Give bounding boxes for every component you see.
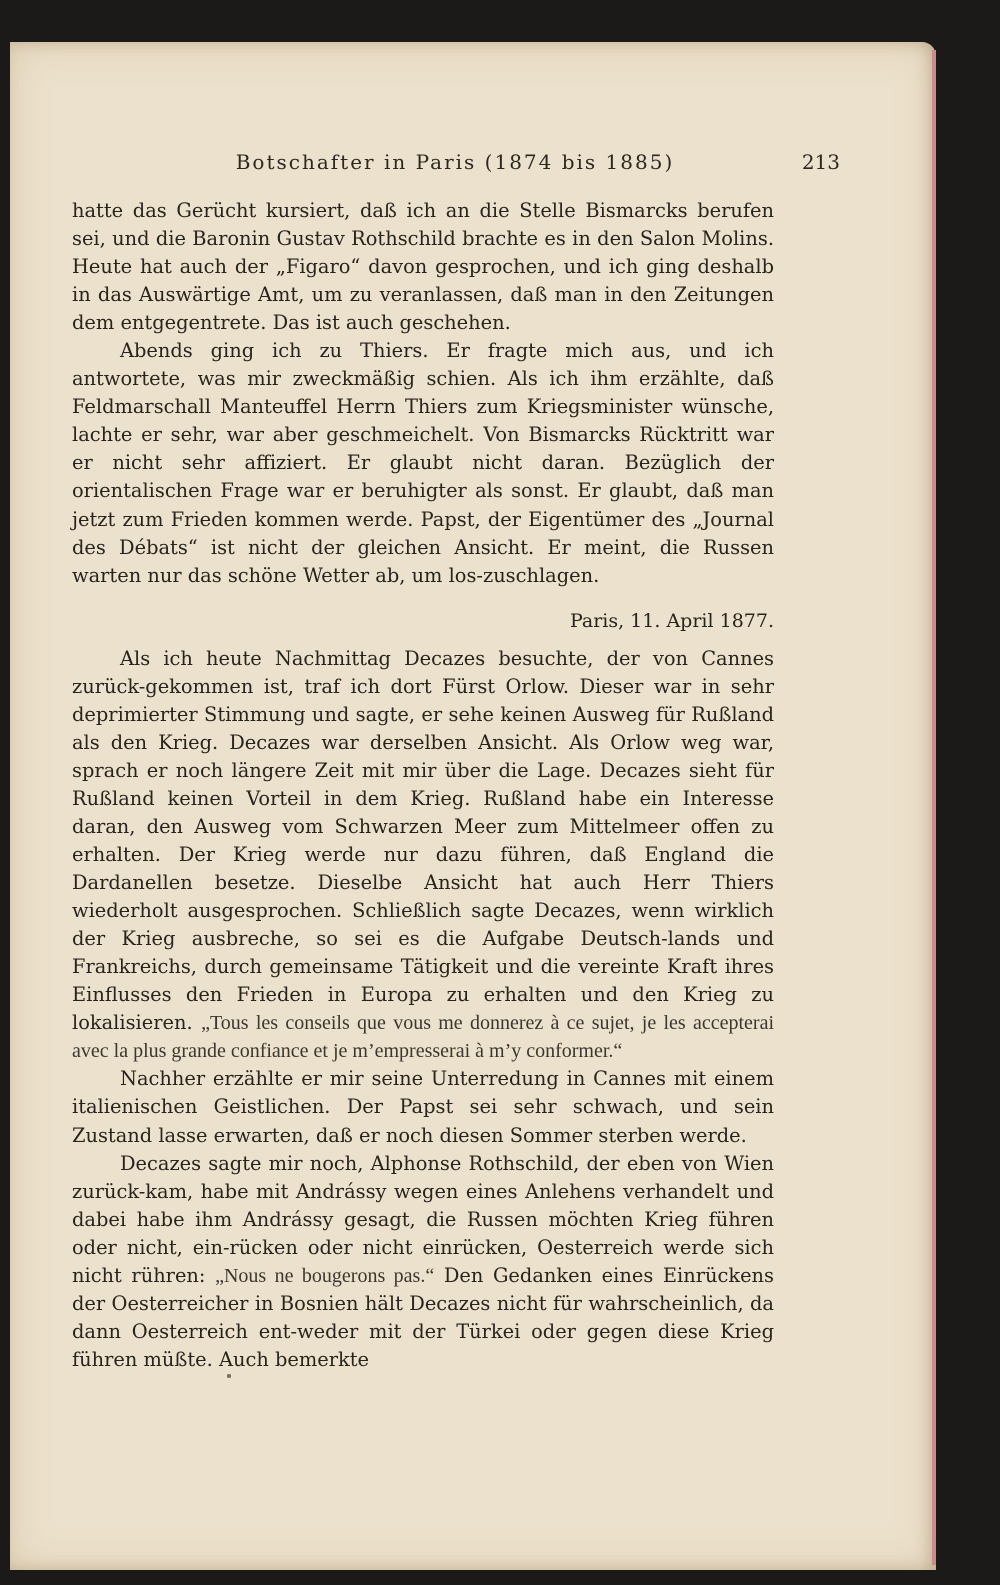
paragraph-4: Nachher erzählte er mir seine Unterredung in Cannes mit einem italienischen Geistlichen. Der Papst sei sehr schwach, und sein Zustand lasse erwarten, daß er noch diesen Sommer sterben werde. (72, 1067, 774, 1147)
paragraph-5-part-b: Den Gedanken eines Einrückens der Oesterreicher in Bosnien hält Decazes nicht für wahrscheinlich, da dann Oesterreich ent-weder mit der Türkei oder gegen diese Krieg führen müßte. Auch bemerkte (72, 1263, 774, 1371)
running-title: Botschafter in Paris (1874 bis 1885) (235, 150, 675, 174)
paragraph-5-french-quote: „Nous ne bougerons pas.“ (215, 1264, 435, 1287)
page-number: 213 (801, 150, 840, 174)
paragraph-2: Abends ging ich zu Thiers. Er fragte mich aus, und ich antwortete, was mir zweckmäßig schien. Als ich ihm erzählte, daß Feldmarschall Manteuffel Herrn Thiers zum Kriegsminister wünsche, lachte er sehr, war aber geschmeichelt. Von Bismarcks Rücktritt war er nicht sehr affiziert. Er glaubt nicht daran. Bezüglich der orientalischen Frage war er beruhigter als sonst. Er glaubt, daß man jetzt zum Frieden kommen werde. Papst, der Eigentümer des „Journal des Débats“ ist nicht der gleichen Ansicht. Er meint, die Russen warten nur das schöne Wetter ab, um los-zuschlagen. (72, 339, 774, 587)
body-text (72, 197, 774, 1374)
paragraph-5 (72, 1150, 774, 1374)
paragraph-3 (72, 645, 774, 1066)
paragraph-3-german: Als ich heute Nachmittag Decazes besuchte, der von Cannes zurück-gekommen ist, traf ich dort Fürst Orlow. Dieser war in sehr deprimierter Stimmung und sagte, er sehe keinen Ausweg für Rußland als den Krieg. Decazes war derselben Ansicht. Als Orlow weg war, sprach er noch längere Zeit mit mir über die Lage. Decazes sieht für Rußland keinen Vorteil in dem Krieg. Rußland habe ein Interesse daran, den Ausweg vom Schwarzen Meer zum Mittelmeer offen zu erhalten. Der Krieg werde nur dazu führen, daß England die Dardanellen besetze. Dieselbe Ansicht hat auch Herr Thiers wiederholt ausgesprochen. Schließlich sagte Decazes, wenn wirklich der Krieg ausbreche, so sei es die Aufgabe Deutsch-lands und Frankreichs, durch gemeinsame Tätigkeit und die vereinte Kraft ihres Einflusses den Frieden in Europa zu erhalten und den Krieg zu lokalisieren. (72, 646, 774, 1035)
ink-mark (227, 1374, 231, 1378)
page-edge (932, 50, 936, 1565)
page-header (70, 150, 840, 190)
dateline: Paris, 11. April 1877. (569, 609, 774, 632)
paragraph-1: hatte das Gerücht kursiert, daß ich an die Stelle Bismarcks berufen sei, und die Baronin Gustav Rothschild brachte es in den Salon Molins. Heute hat auch der „Figaro“ davon gesprochen, und ich ging deshalb in das Auswärtige Amt, um zu veranlassen, daß man in den Zeitungen dem entgegentrete. Das ist auch geschehen. (72, 199, 774, 335)
paragraph-3-french-quote: „Tous les conseils que vous me donnerez à ce sujet, je les accepterai avec la plus grande confiance et je m’empresserai à m’y conformer.“ (72, 1012, 775, 1063)
paragraph-5-part-a: Decazes sagte mir noch, Alphonse Rothschild, der eben von Wien zurück-kam, habe mit Andrássy wegen eines Anlehens verhandelt und dabei habe ihm Andrássy gesagt, die Russen möchten Krieg führen oder nicht, ein-rücken oder nicht einrücken, Oesterreich werde sich nicht rühren: (72, 1151, 774, 1287)
